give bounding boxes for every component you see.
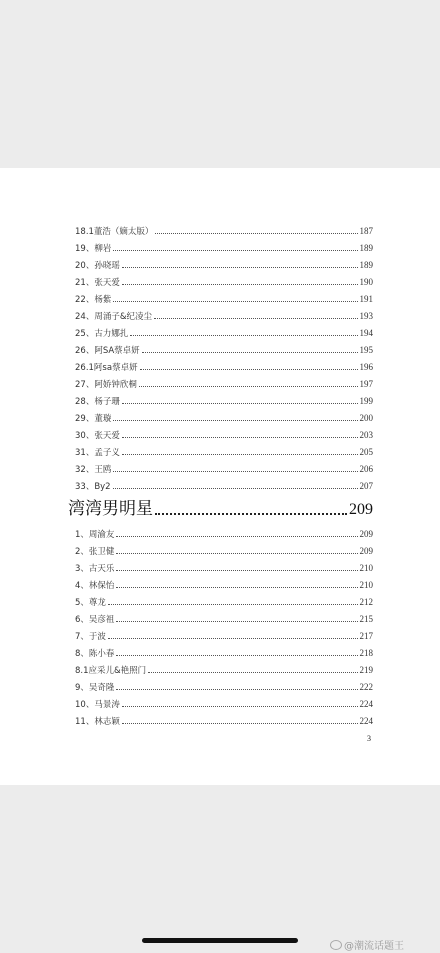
toc-entry[interactable]	[75, 661, 373, 675]
dot-leader	[116, 535, 357, 537]
toc-entry-page: 210	[359, 580, 373, 590]
toc-entry-page: 207	[359, 481, 373, 491]
dot-leader	[122, 722, 358, 724]
toc-entry-label: 33、By2	[75, 481, 111, 492]
toc-entry-page: 215	[359, 614, 373, 624]
toc-entry[interactable]	[75, 392, 373, 406]
dot-leader	[116, 569, 357, 571]
dot-leader	[108, 637, 358, 639]
dot-leader	[122, 402, 358, 404]
toc-entry-label: 11、林志颖	[75, 716, 120, 727]
toc-entry-page: 217	[359, 631, 373, 641]
toc-entry[interactable]	[75, 525, 373, 539]
page-number: 3	[367, 734, 371, 743]
dot-leader	[142, 351, 358, 353]
toc-entry-page: 190	[359, 277, 373, 287]
toc-entry-page: 191	[359, 294, 373, 304]
toc-entry[interactable]	[75, 273, 373, 287]
toc-entry-page: 194	[359, 328, 373, 338]
dot-leader	[148, 671, 357, 673]
document-page	[0, 168, 440, 785]
toc-entry[interactable]	[75, 443, 373, 457]
toc-entry-label: 9、吴奇隆	[75, 682, 115, 693]
toc-entry-page: 206	[359, 464, 373, 474]
toc-entry-page: 187	[359, 226, 373, 236]
toc-entry-page: 197	[359, 379, 373, 389]
toc-entry[interactable]	[75, 542, 373, 556]
toc-entry-label: 26.1阿sa蔡卓妍	[75, 362, 138, 373]
toc-entry-label: 1、周渝友	[75, 529, 115, 540]
toc-entry[interactable]	[75, 222, 373, 236]
section-heading-label: 湾湾男明星	[68, 499, 153, 519]
watermark-text: @潮流话题王	[344, 941, 404, 952]
toc-entry-label: 27、阿娇钟欣桐	[75, 379, 137, 390]
weibo-icon	[330, 940, 342, 950]
dot-leader	[116, 620, 357, 622]
toc-entry-page: 189	[359, 243, 373, 253]
toc-entry-label: 25、古力娜扎	[75, 328, 129, 339]
toc-entry-label: 2、张卫健	[75, 546, 115, 557]
dot-leader	[130, 334, 357, 336]
toc-entry-label: 18.1董浩（嫡太版）	[75, 226, 154, 237]
toc-entry-page: 195	[359, 345, 373, 355]
dot-leader	[122, 705, 358, 707]
dot-leader	[122, 453, 358, 455]
toc-entry-label: 4、林保怡	[75, 580, 115, 591]
toc-entry[interactable]	[75, 358, 373, 372]
toc-entry[interactable]	[75, 256, 373, 270]
toc-entry-label: 32、王鸥	[75, 464, 112, 475]
toc-entry[interactable]	[75, 460, 373, 474]
toc-entry-page: 189	[359, 260, 373, 270]
toc-entry[interactable]	[75, 341, 373, 355]
watermark	[330, 937, 404, 952]
dot-leader	[122, 436, 358, 438]
toc-entry-label: 28、杨子珊	[75, 396, 120, 407]
toc-entry-page: 210	[359, 563, 373, 573]
toc-entry-page: 203	[359, 430, 373, 440]
toc-entry[interactable]	[75, 712, 373, 726]
dot-leader	[116, 654, 357, 656]
toc-entry[interactable]	[75, 375, 373, 389]
toc-section-heading[interactable]	[68, 497, 373, 519]
toc-entry-page: 218	[359, 648, 373, 658]
toc-entry[interactable]	[75, 324, 373, 338]
toc-entry-page: 200	[359, 413, 373, 423]
toc-entry-label: 19、柳岩	[75, 243, 112, 254]
toc-entry[interactable]	[75, 593, 373, 607]
toc-entry-label: 22、杨紫	[75, 294, 112, 305]
toc-entry-label: 29、董璇	[75, 413, 112, 424]
toc-entry-label: 24、周涌子&纪凌尘	[75, 311, 152, 322]
toc-entry-label: 31、孟子义	[75, 447, 120, 458]
toc-entry-label: 30、张天爱	[75, 430, 120, 441]
toc-entry-page: 209	[359, 546, 373, 556]
dot-leader	[140, 368, 358, 370]
toc-entry[interactable]	[75, 409, 373, 423]
dot-leader	[122, 266, 358, 268]
dot-leader	[108, 603, 358, 605]
toc-entry[interactable]	[75, 644, 373, 658]
toc-entry-label: 26、阿SA蔡卓妍	[75, 345, 140, 356]
toc-entry-page: 212	[359, 597, 373, 607]
toc-entry-label: 10、马景涛	[75, 699, 120, 710]
home-indicator[interactable]	[142, 938, 298, 943]
toc-entry[interactable]	[75, 307, 373, 321]
toc-entry-page: 196	[359, 362, 373, 372]
dot-leader	[113, 487, 358, 489]
dot-leader	[113, 300, 357, 302]
toc-entry-label: 7、于波	[75, 631, 106, 642]
toc-entry-label: 6、吴彦祖	[75, 614, 115, 625]
toc-entry-page: 219	[359, 665, 373, 675]
dot-leader	[113, 470, 357, 472]
toc-entry-page: 222	[359, 682, 373, 692]
toc-entry[interactable]	[75, 290, 373, 304]
toc-entry-page: 224	[359, 699, 373, 709]
toc-entry[interactable]	[75, 576, 373, 590]
dot-leader	[116, 688, 357, 690]
toc-entry-label: 21、张天爱	[75, 277, 120, 288]
toc-entry[interactable]	[75, 610, 373, 624]
dot-leader	[139, 385, 358, 387]
toc-entry[interactable]	[75, 239, 373, 253]
dot-leader	[113, 249, 357, 251]
toc-entry-page: 209	[359, 529, 373, 539]
dot-leader	[155, 232, 357, 234]
toc-entry[interactable]	[75, 627, 373, 641]
toc-entry[interactable]	[75, 426, 373, 440]
toc-entry-page: 224	[359, 716, 373, 726]
section-heading-page: 209	[349, 501, 373, 518]
toc-entry-label: 8.1应采儿&艳照门	[75, 665, 147, 676]
toc-entry[interactable]	[75, 477, 373, 491]
toc-entry[interactable]	[75, 559, 373, 573]
toc-entry-page: 199	[359, 396, 373, 406]
toc-entry-page: 205	[359, 447, 373, 457]
toc-entry-label: 3、古天乐	[75, 563, 115, 574]
dot-leader	[116, 552, 357, 554]
dot-leader	[113, 419, 357, 421]
toc-entry-label: 5、尊龙	[75, 597, 106, 608]
toc-entry[interactable]	[75, 695, 373, 709]
dot-leader	[154, 317, 358, 319]
toc-entry-label: 20、孙晓瑶	[75, 260, 120, 271]
dot-leader	[122, 283, 358, 285]
dot-leader	[155, 512, 347, 515]
toc-entry-page: 193	[359, 311, 373, 321]
dot-leader	[116, 586, 357, 588]
toc-entry[interactable]	[75, 678, 373, 692]
toc-entry-label: 8、陈小春	[75, 648, 115, 659]
